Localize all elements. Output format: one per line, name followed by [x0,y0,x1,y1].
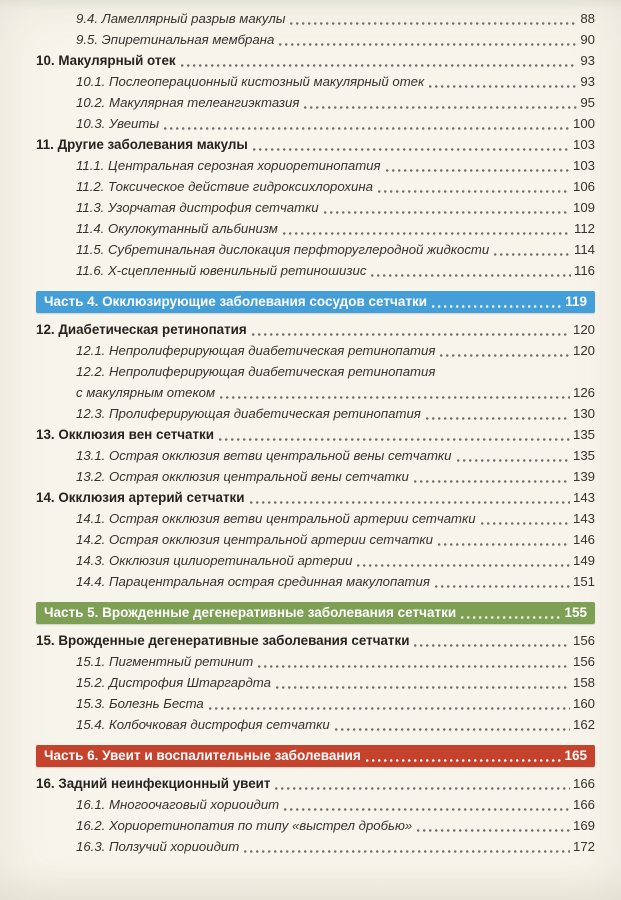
page-number: 93 [580,53,595,68]
dot-leader [335,728,570,731]
toc-entry [36,571,595,592]
page-number: 146 [572,532,595,547]
page-number: 166 [572,776,595,791]
toc-entry-label: 16.2. Хориоретинопатия по типу «выстрел дробью» [76,818,413,833]
toc-entry [36,693,595,714]
toc-entry [36,155,595,176]
page-number: 103 [572,158,595,173]
page-number: 166 [572,797,595,812]
toc-part-header [36,602,595,624]
dot-leader [386,169,570,172]
part-title: Часть 5. Врожденные дегенеративные заболевания сетчатки [44,605,457,620]
page-number: 135 [572,427,595,442]
toc-entry-label: 12.1. Непролиферирующая диабетическая ретинопатия [76,343,436,358]
dot-leader [252,333,570,336]
dot-leader [457,459,570,462]
dot-leader [275,787,570,790]
toc-list [36,8,595,857]
dot-leader [440,354,570,357]
toc-entry-label: 16. Задний неинфекционный увеит [36,776,271,791]
page-number: 116 [573,263,595,278]
toc-entry-label: 14.3. Окклюзия цилиоретинальной артерии [76,553,353,568]
toc-entry [36,134,595,155]
page-number: 109 [572,200,595,215]
toc-entry-label: 15.4. Колбочковая дистрофия сетчатки [76,717,330,732]
dot-leader [279,43,577,46]
toc-entry-label: 14.1. Острая окклюзия ветви центральной артерии сетчатки [76,511,476,526]
toc-entry [36,8,595,29]
toc-entry [36,29,595,50]
toc-entry [36,773,595,794]
page-number: 149 [572,553,595,568]
dot-leader [253,148,570,151]
page-number: 169 [572,818,595,833]
page-number: 90 [580,32,595,47]
toc-entry-label: 10. Макулярный отек [36,53,176,68]
dot-leader [371,274,571,277]
page-number: 88 [580,11,595,26]
toc-entry-label: 11.4. Окулокутанный альбинизм [76,221,278,236]
dot-leader [220,396,570,399]
toc-entry [36,403,595,424]
page-number: 114 [573,242,595,257]
toc-entry-label: 10.1. Послеоперационный кистозный макулярный отек [76,74,425,89]
page-number: 126 [572,385,595,400]
dot-leader [426,417,570,420]
dot-leader [417,829,570,832]
toc-entry-label: 15.3. Болезнь Беста [76,696,204,711]
toc-entry [36,794,595,815]
dot-leader [219,438,570,441]
toc-entry-continuation [36,382,595,403]
toc-entry [36,218,595,239]
toc-entry-label: 9.5. Эпиретинальная мембрана [76,32,275,47]
page-number: 160 [572,696,595,711]
toc-entry [36,445,595,466]
page-number: 106 [572,179,595,194]
page-number: 130 [572,406,595,421]
dot-leader [258,665,570,668]
dot-leader [461,616,561,619]
page-number: 112 [573,221,595,236]
page-number: 120 [572,322,595,337]
page-number: 158 [572,675,595,690]
page-number: 95 [580,95,595,110]
toc-entry-label: 13. Окклюзия вен сетчатки [36,427,214,442]
toc-entry-label: 13.2. Острая окклюзия центральной вены сетчатки [76,469,409,484]
dot-leader [181,64,578,67]
toc-entry-label: 15.2. Дистрофия Штаргардта [76,675,271,690]
dot-leader [414,644,570,647]
toc-entry [36,113,595,134]
toc-entry [36,176,595,197]
page-number: 135 [572,448,595,463]
toc-entry [36,197,595,218]
dot-leader [276,686,570,689]
dot-leader [432,305,562,308]
page-number: 165 [564,748,587,763]
dot-leader [164,127,570,130]
toc-entry-label: 15. Врожденные дегенеративные заболевания сетчатки [36,633,410,648]
toc-entry [36,630,595,651]
toc-entry-label: 12. Диабетическая ретинопатия [36,322,247,337]
toc-entry [36,260,595,281]
toc-entry [36,239,595,260]
toc-entry-label: 15.1. Пигментный ретинит [76,654,254,669]
page-number: 119 [565,294,587,309]
page-number: 162 [572,717,595,732]
page-number: 151 [572,574,595,589]
page-number: 172 [572,839,595,854]
page-number: 143 [572,511,595,526]
part-title: Часть 4. Окклюзирующие заболевания сосудов сетчатки [44,294,428,309]
toc-entry-label: 16.1. Многоочаговый хориоидит [76,797,280,812]
toc-entry-label: 14. Окклюзия артерий сетчатки [36,490,245,505]
part-title: Часть 6. Увеит и воспалительные заболевания [44,748,361,763]
page-number: 156 [572,633,595,648]
toc-entry [36,71,595,92]
toc-entry-label: 11.3. Узорчатая дистрофия сетчатки [76,200,319,215]
dot-leader [324,211,570,214]
toc-entry [36,319,595,340]
dot-leader [378,190,570,193]
toc-entry-label: с макулярным отеком [76,385,216,400]
toc-entry [36,529,595,550]
dot-leader [438,543,570,546]
toc-entry [36,815,595,836]
dot-leader [366,759,562,762]
toc-entry [36,361,595,382]
toc-entry [36,836,595,857]
toc-entry-label: 14.2. Острая окклюзия центральной артерии сетчатки [76,532,433,547]
page-number: 155 [564,605,587,620]
toc-entry [36,508,595,529]
toc-entry-label: 11.5. Субретинальная дислокация перфторуглеродной жидкости [76,242,490,257]
toc-entry-label: 11.1. Центральная серозная хориоретинопатия [76,158,381,173]
toc-entry-label: 13.1. Острая окклюзия ветви центральной вены сетчатки [76,448,452,463]
dot-leader [494,253,571,256]
toc-entry [36,550,595,571]
toc-entry [36,466,595,487]
dot-leader [284,808,570,811]
toc-entry-label: 10.2. Макулярная телеангиэктазия [76,95,300,110]
toc-entry-label: 10.3. Увеиты [76,116,160,131]
toc-entry-label: 12.2. Непролиферирующая диабетическая ретинопатия [76,364,436,379]
toc-entry [36,487,595,508]
page-number: 103 [572,137,595,152]
dot-leader [435,585,570,588]
toc-part-header [36,745,595,767]
dot-leader [429,85,577,88]
toc-entry-label: 11.6. X-сцепленный ювенильный ретиношизис [76,263,367,278]
toc-part-header [36,291,595,313]
page-number: 143 [572,490,595,505]
toc-entry-label: 14.4. Парацентральная острая срединная макулопатия [76,574,430,589]
toc-entry-label: 12.3. Пролиферирующая диабетическая ретинопатия [76,406,421,421]
toc-entry-label: 11. Другие заболевания макулы [36,137,248,152]
toc-entry-label: 16.3. Ползучий хориоидит [76,839,240,854]
dot-leader [304,106,577,109]
toc-entry [36,651,595,672]
dot-leader [244,850,570,853]
dot-leader [209,707,570,710]
dot-leader [283,232,571,235]
page-number: 100 [572,116,595,131]
page-number: 93 [580,74,595,89]
toc-entry [36,50,595,71]
dot-leader [414,480,570,483]
dot-leader [481,522,570,525]
dot-leader [290,22,577,25]
toc-entry-label: 9.4. Ламеллярный разрыв макулы [76,11,286,26]
dot-leader [357,564,570,567]
toc-entry [36,714,595,735]
toc-entry-label: 11.2. Токсическое действие гидроксихлорохина [76,179,373,194]
page-number: 139 [572,469,595,484]
dot-leader [250,501,570,504]
page-number: 156 [572,654,595,669]
page-number: 120 [572,343,595,358]
toc-entry [36,92,595,113]
toc-entry [36,424,595,445]
toc-entry [36,672,595,693]
toc-entry [36,340,595,361]
